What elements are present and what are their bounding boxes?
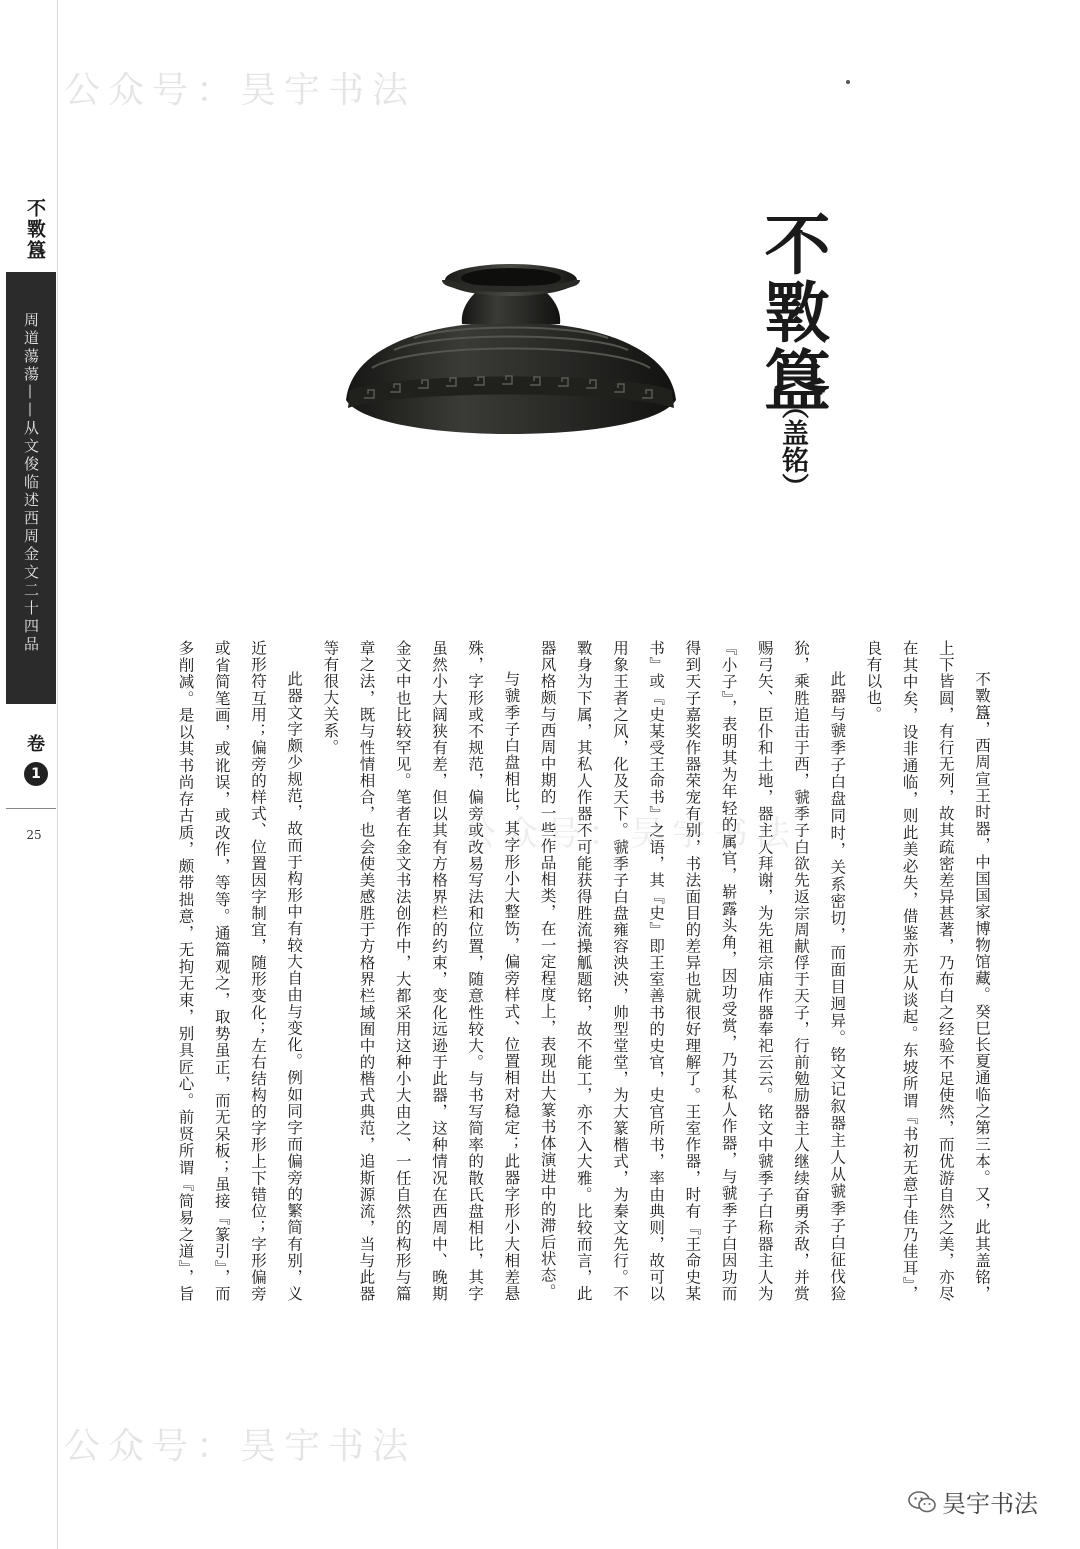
paragraph: 此器与虢季子白盘同时，关系密切，而面目迥异。铭文记叙器主人从虢季子白征伐猃狁，乘胜追击于西，虢季子白欲先返宗周献俘于天子，行前勉励器主人继续奋勇杀敌，并赏赐弓矢、臣仆和土地，器主人拜谢，为先祖宗庙作器奉祀云云。铭文中虢季子白称器主人为『小子』，表明其为年轻的属官，崭露头角，因功受赏，乃其私人作器，与虢季子白因功而得到天子嘉奖作器荣宠有别，书法面目的差异也就很好理解了。王室作器，时有『王命史某书』或『史某受王命书』之语，其『史』即王室善书的史官，史官所书，率由典则，故可以用象王者之风，化及天下。虢季子白盘雍容泱泱，帅型堂堂，为大篆楷式，为秦文先行。不斁身为下属，其私人作器不可能获得胜流操觚题铭，故不能工，亦不入大雅。比较而言，此器风格颇与西周中期的一些作品相类，在一定程度上，表现出大篆书体演进中的滞后状态。 bbox=[538, 640, 847, 1302]
page-subtitle: （盖铭） bbox=[777, 392, 808, 500]
paragraph: 与虢季子白盘相比，其字形小大整饬，偏旁样式、位置相对稳定；此器字形小大相差悬殊，字形或不规范，偏旁或改易写法和位置，随意性较大。与书写简率的散氏盘相比，其字虽然小大阔狭有差，但以其有方格界栏的约束，变化远逊于此器，这种情况在西周中、晚期金文中也比较罕见。笔者在金文书法创作中，大都采用这种小大由之、一任自然的构形与篇章之法，既与性情相合，也会使美感胜于方格界栏域囿中的楷式典范，追斯源流，当与此器等有很大关系。 bbox=[321, 640, 521, 1302]
side-running-title: 不斁簋 bbox=[24, 198, 46, 261]
volume-marker bbox=[16, 730, 56, 786]
side-rule bbox=[6, 808, 56, 809]
side-series-band bbox=[6, 272, 56, 704]
account-logo bbox=[908, 1484, 1038, 1519]
margin-divider bbox=[57, 0, 58, 1549]
print-speck bbox=[846, 80, 850, 84]
page-title: 不斁簋 bbox=[753, 210, 831, 414]
article-body bbox=[168, 640, 1000, 1302]
paragraph: 此器文字颇少规范，故而于构形中有较大自由与变化。例如同字而偏旁的繁简有别，义近形符互用；偏旁的样式、位置因字制宜，随形变化；左右结构的字形上下错位；字形偏旁或省简笔画，或讹误，或改作，等等。通篇观之，取势虽正，而无呆板；虽接『篆引』，而多削减。是以其书尚存古质，颇带拙意，无拘无束，别具匠心。前贤所谓『简易之道』，旨 bbox=[176, 640, 304, 1302]
watermark-middle: 公众号：昊宇书法 bbox=[462, 814, 798, 854]
volume-number: 1 bbox=[24, 762, 48, 786]
page-number: 25 bbox=[26, 828, 42, 842]
watermark-top: 公众号：昊宇书法 bbox=[64, 70, 417, 111]
account-name: 昊宇书法 bbox=[942, 1490, 1038, 1518]
volume-label: 卷 bbox=[27, 734, 45, 755]
watermark-bottom: 公众号：昊宇书法 bbox=[64, 1426, 417, 1467]
side-series-text: 周道蕩蕩——从文俊临述西周金文二十四品 bbox=[22, 312, 40, 654]
paragraph: 不斁簋，西周宣王时器，中国国家博物馆藏。癸巳长夏通临之第三本。又，此其盖铭，上下皆圆，有行无列，故其疏密差异甚著，乃布白之经验不足使然，而优游自然之美，亦尽在其中矣，设非通临，则此美必失，借鉴亦无从谈起。东坡所谓『书初无意于佳乃佳耳』，良有以也。 bbox=[864, 640, 991, 1302]
bronze-lid-image bbox=[342, 250, 680, 440]
wechat-icon bbox=[908, 1491, 936, 1513]
